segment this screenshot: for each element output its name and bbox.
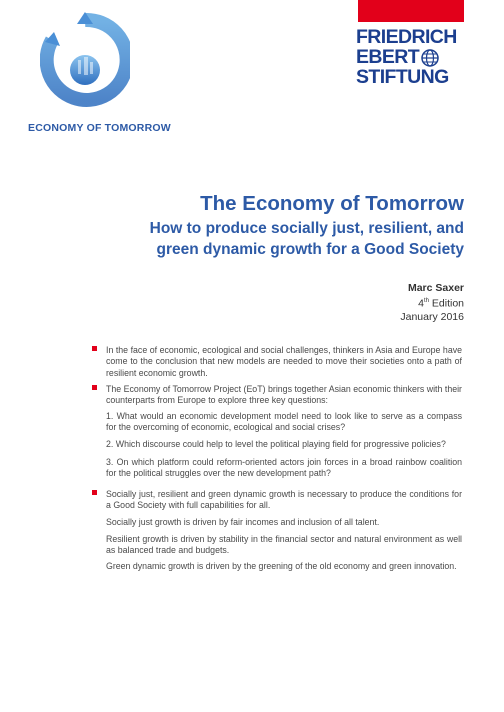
page-subtitle: How to produce socially just, resilient, and green dynamic growth for a Good Society [149, 220, 464, 258]
fes-logo-line-2: EBERT [356, 46, 420, 68]
economy-of-tomorrow-logo [40, 12, 130, 112]
question-2: 2. Which discourse could help to level the political playing field for progressive policies? [106, 439, 446, 449]
edition-word: Edition [431, 297, 464, 310]
paragraph-3: Socially just, resilient and green dynamic growth is necessary to produce the conditions for a Good Society with full capabilities for all. [106, 489, 462, 511]
bullet-marker [92, 346, 97, 351]
fes-logo [356, 28, 468, 94]
edition-suffix: th [423, 298, 429, 304]
page-title: The Economy of Tomorrow [200, 192, 464, 215]
edition-line [400, 295, 464, 311]
paragraph-4: Socially just growth is driven by fair incomes and inclusion of all talent. [106, 517, 380, 527]
paragraph-5: Resilient growth is driven by stability in the financial sector and natural environment as well as balanced trade and budgets. [106, 534, 462, 556]
program-label: ECONOMY OF TOMORROW [28, 122, 171, 134]
bullet-marker [92, 490, 97, 495]
globe-icon [420, 48, 440, 68]
paragraph-6: Green dynamic growth is driven by the greening of the old economy and green innovation. [106, 561, 457, 571]
fes-logo-line-3: STIFTUNG [356, 66, 449, 88]
brand-red-bar [358, 0, 464, 22]
question-1: 1. What would an economic development model need to look like to serve as a compass for the overcoming of economic, ecological and social crises? [106, 411, 462, 433]
paragraph-2: The Economy of Tomorrow Project (EoT) brings together Asian economic thinkers with their counterparts from Europe to explore three key questions: [106, 384, 462, 406]
bullet-marker [92, 385, 97, 390]
author-block [400, 282, 464, 324]
author-name: Marc Saxer [407, 282, 464, 294]
question-3: 3. On which platform could reform-oriented actors join forces in a broad rainbow coalition for the political struggles over the new development path? [106, 457, 462, 479]
fes-logo-line-1: FRIEDRICH [356, 26, 457, 48]
edition-number: 4 [418, 297, 424, 310]
paragraph-1: In the face of economic, ecological and social challenges, thinkers in Asia and Europe have come to the conclusion that new models are needed to move their societies onto a path of resilient economic growth. [106, 345, 462, 378]
publication-date: January 2016 [400, 310, 464, 323]
